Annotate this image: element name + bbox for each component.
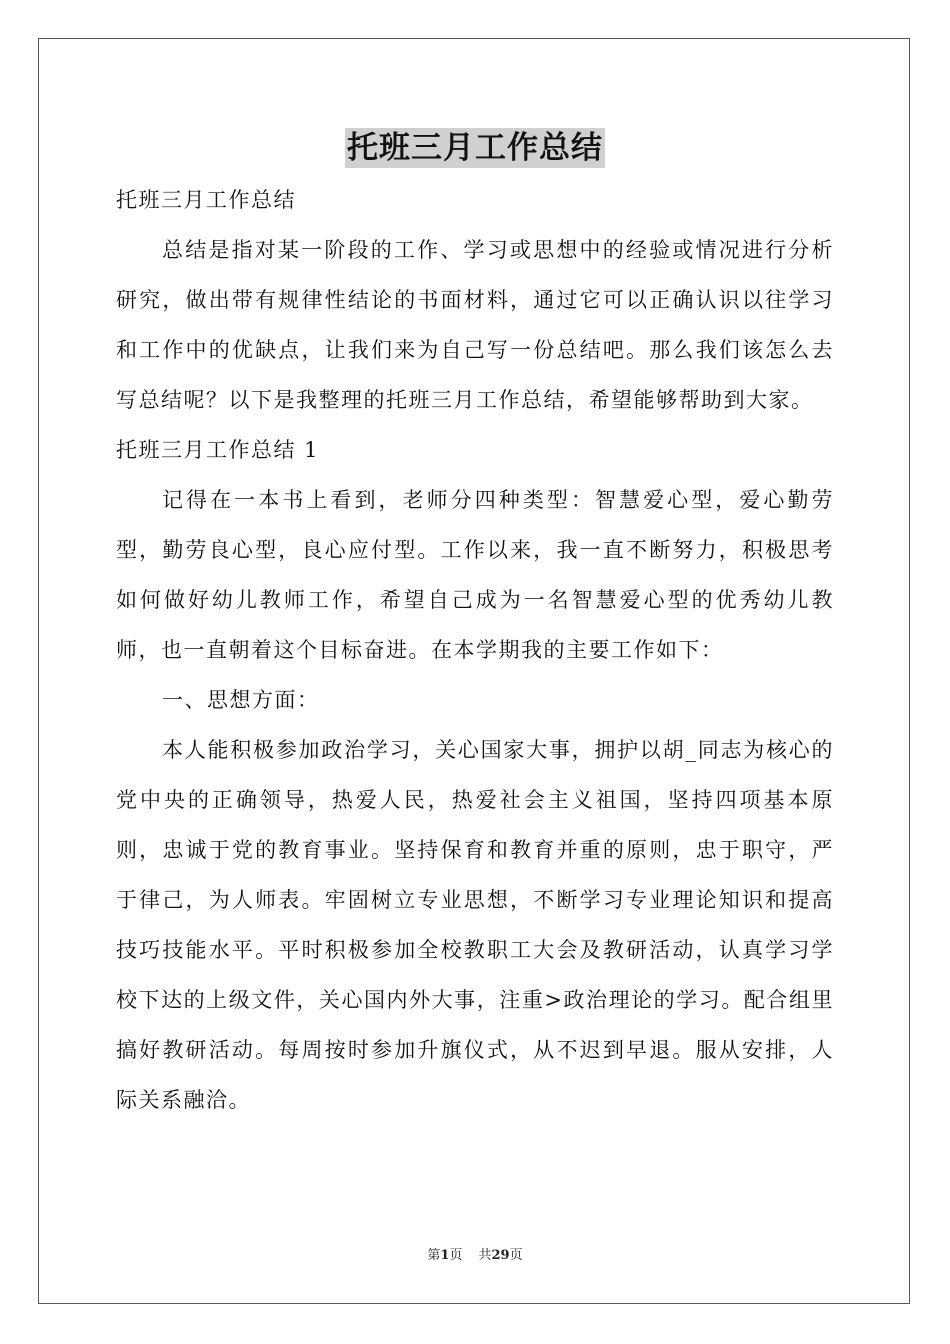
document-title: 托班三月工作总结 [347,130,603,166]
total-suffix: 页 [509,1248,523,1263]
document-body [116,175,834,1125]
total-pages: 29 [491,1248,510,1263]
subheading-thoughts: 一、思想方面： [162,688,320,712]
paragraph-intro: 总结是指对某一阶段的工作、学习或思想中的经验或情况进行分析研究，做出带有规律性结论的书面材料，通过它可以正确认识以往学习和工作中的优缺点，让我们来为自己写一份总结吧。那么我们该怎么去写总结呢？以下是我整理的托班三月工作总结，希望能够帮助到大家。 [116,238,834,412]
total-prefix: 共 [478,1248,492,1263]
paragraph-political-study: 本人能积极参加政治学习，关心国家大事，拥护以胡_同志为核心的党中央的正确领导，热爱人民，热爱社会主义祖国，坚持四项基本原则，忠诚于党的教育事业。坚持保育和教育并重的原则，忠于职守，严于律己，为人师表。牢固树立专业思想，不断学习专业理论知识和提高技巧技能水平。平时积极参加全校教职工大会及教研活动，认真学习学校下达的上级文件，关心国内外大事，注重>政治理论的学习。配合组里搞好教研活动。每周按时参加升旗仪式，从不迟到早退。服从安排，人际关系融洽。 [116,738,834,1112]
paragraph-subtitle: 托班三月工作总结 [116,188,296,212]
section-heading-1: 托班三月工作总结 1 [116,438,320,462]
page-prefix: 第 [427,1248,441,1263]
page-number: 1 [440,1248,450,1263]
title-wrap [0,128,950,168]
page-footer [0,1247,950,1265]
paragraph-teacher-types: 记得在一本书上看到，老师分四种类型：智慧爱心型，爱心勤劳型，勤劳良心型，良心应付型。工作以来，我一直不断努力，积极思考如何做好幼儿教师工作，希望自己成为一名智慧爱心型的优秀幼儿教师，也一直朝着这个目标奋进。在本学期我的主要工作如下： [116,488,834,662]
page-suffix: 页 [449,1248,463,1263]
